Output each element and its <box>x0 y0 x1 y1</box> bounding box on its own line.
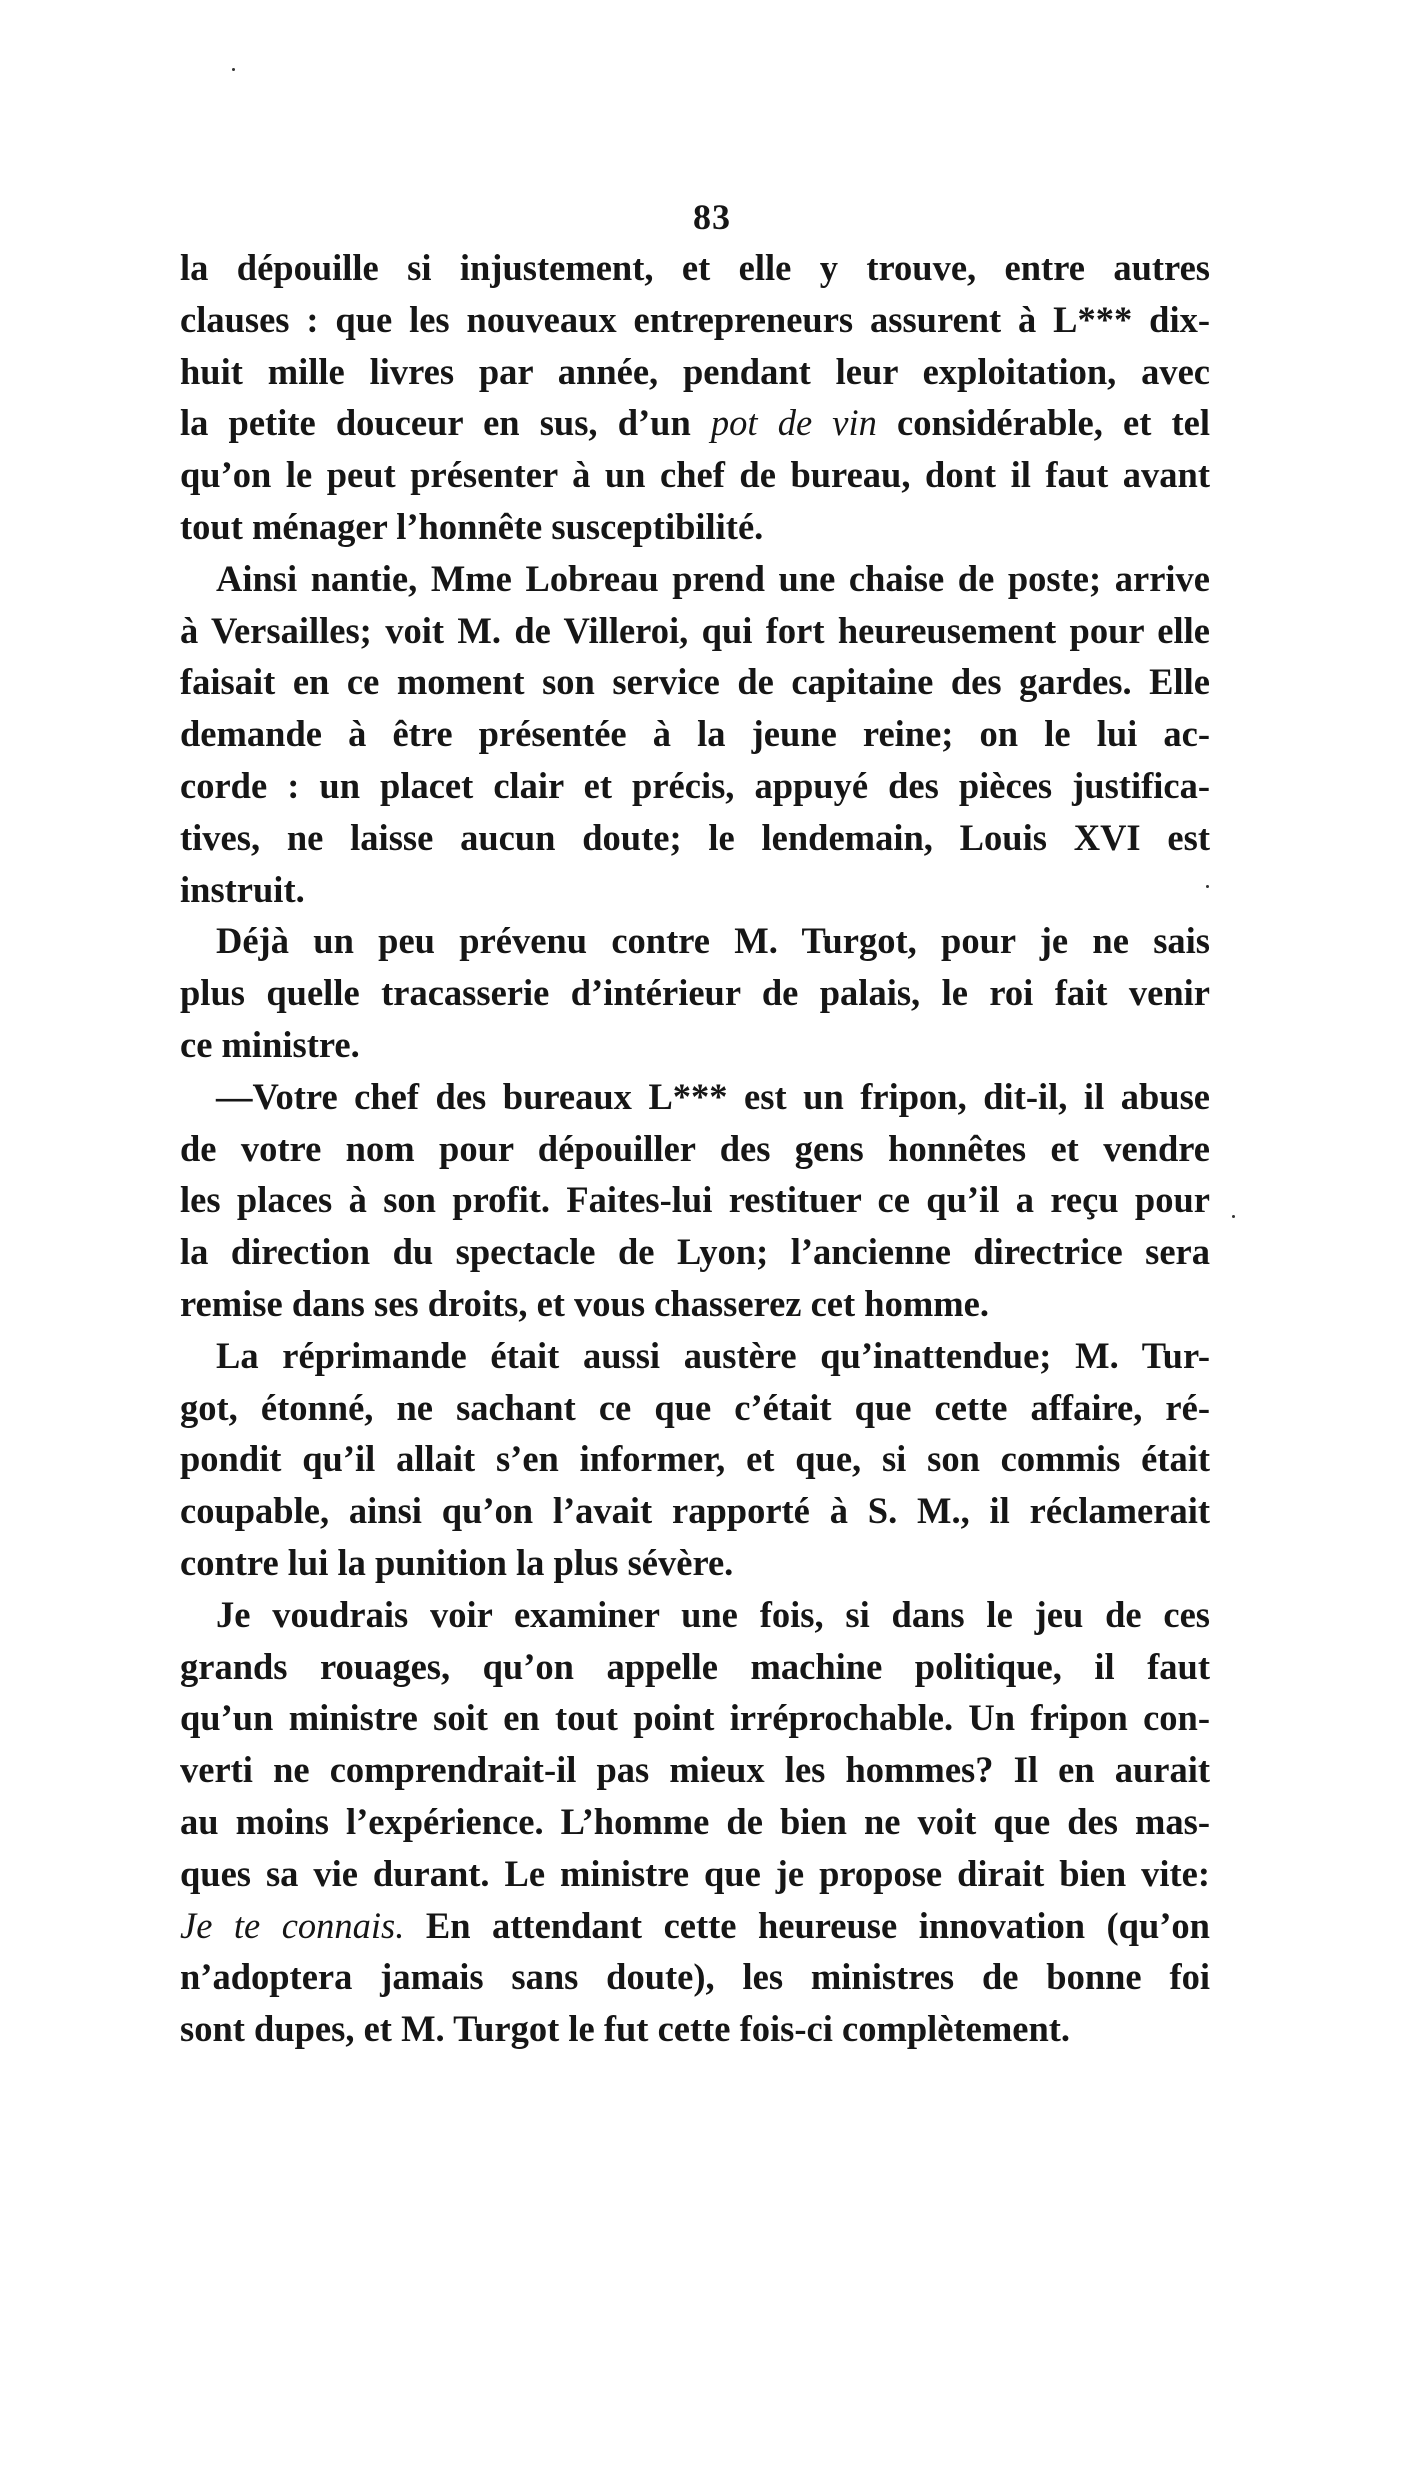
text-line: la petite douceur en sus, d’un pot de vin considérable, et tel <box>180 402 1210 444</box>
italic-phrase: pot de vin <box>710 402 877 444</box>
text-line: de votre nom pour dépouiller des gens honnêtes et vendre <box>180 1127 1210 1169</box>
text-line: contre lui la punition la plus sévère. <box>180 1541 734 1583</box>
text-line: —Votre chef des bureaux L*** est un fripon, dit-il, il abuse <box>216 1075 1210 1117</box>
text-line: verti ne comprendrait-il pas mieux les hommes? Il en aurait <box>180 1749 1210 1791</box>
text-line: instruit. <box>180 868 305 910</box>
text-line: clauses : que les nouveaux entrepreneurs assurent à L*** dix- <box>180 298 1210 340</box>
text-line: les places à son profit. Faites-lui restituer ce qu’il a reçu pour <box>180 1179 1210 1221</box>
text-line: Je voudrais voir examiner une fois, si dans le jeu de ces <box>216 1593 1210 1635</box>
text-line: à Versailles; voit M. de Villeroi, qui fort heureusement pour elle <box>180 609 1210 651</box>
italic-phrase: Je te connais. <box>180 1904 405 1946</box>
scan-speck <box>232 68 235 71</box>
scan-speck <box>1232 1215 1235 1218</box>
text-line: remise dans ses droits, et vous chasserez cet homme. <box>180 1282 989 1324</box>
text-line: faisait en ce moment son service de capitaine des gardes. Elle <box>180 661 1210 703</box>
text-line: sont dupes, et M. Turgot le fut cette fois-ci complètement. <box>180 2008 1071 2050</box>
text-line: qu’un ministre soit en tout point irréprochable. Un fripon con- <box>180 1697 1210 1739</box>
text-line: la direction du spectacle de Lyon; l’ancienne directrice sera <box>180 1231 1210 1273</box>
text-line: La réprimande était aussi austère qu’inattendue; M. Tur- <box>216 1334 1210 1376</box>
page-number: 83 <box>693 197 731 237</box>
text-line: n’adoptera jamais sans doute), les ministres de bonne foi <box>180 1956 1210 1998</box>
text-line: grands rouages, qu’on appelle machine politique, il faut <box>180 1645 1210 1687</box>
text-line: demande à être présentée à la jeune reine; on le lui ac- <box>180 713 1210 755</box>
text-line: la dépouille si injustement, et elle y trouve, entre autres <box>180 247 1210 288</box>
text-line: Je te connais. En attendant cette heureuse innovation (qu’on <box>180 1904 1210 1946</box>
text-line: plus quelle tracasserie d’intérieur de palais, le roi fait venir <box>180 972 1210 1014</box>
text-line: ques sa vie durant. Le ministre que je propose dirait bien vite: <box>180 1852 1210 1894</box>
text-line: tout ménager l’honnête susceptibilité. <box>180 505 764 547</box>
scan-speck <box>1206 885 1209 888</box>
text-line: corde : un placet clair et précis, appuyé des pièces justifica- <box>180 764 1210 806</box>
text-line: Ainsi nantie, Mme Lobreau prend une chaise de poste; arrive <box>216 557 1210 599</box>
text-line: qu’on le peut présenter à un chef de bureau, dont il faut avant <box>180 454 1210 496</box>
text-line: Déjà un peu prévenu contre M. Turgot, pour je ne sais <box>216 920 1210 962</box>
text-line: au moins l’expérience. L’homme de bien ne voit que des mas- <box>180 1800 1210 1842</box>
text-line: got, étonné, ne sachant ce que c’était que cette affaire, ré- <box>180 1386 1210 1428</box>
text-line: tives, ne laisse aucun doute; le lendemain, Louis XVI est <box>180 816 1210 858</box>
text-line: coupable, ainsi qu’on l’avait rapporté à S. M., il réclamerait <box>180 1490 1210 1532</box>
text-line: pondit qu’il allait s’en informer, et que, si son commis était <box>180 1438 1210 1480</box>
text-line: ce ministre. <box>180 1023 360 1065</box>
text-line: huit mille livres par année, pendant leur exploitation, avec <box>180 350 1210 392</box>
body-text <box>180 242 1210 2055</box>
